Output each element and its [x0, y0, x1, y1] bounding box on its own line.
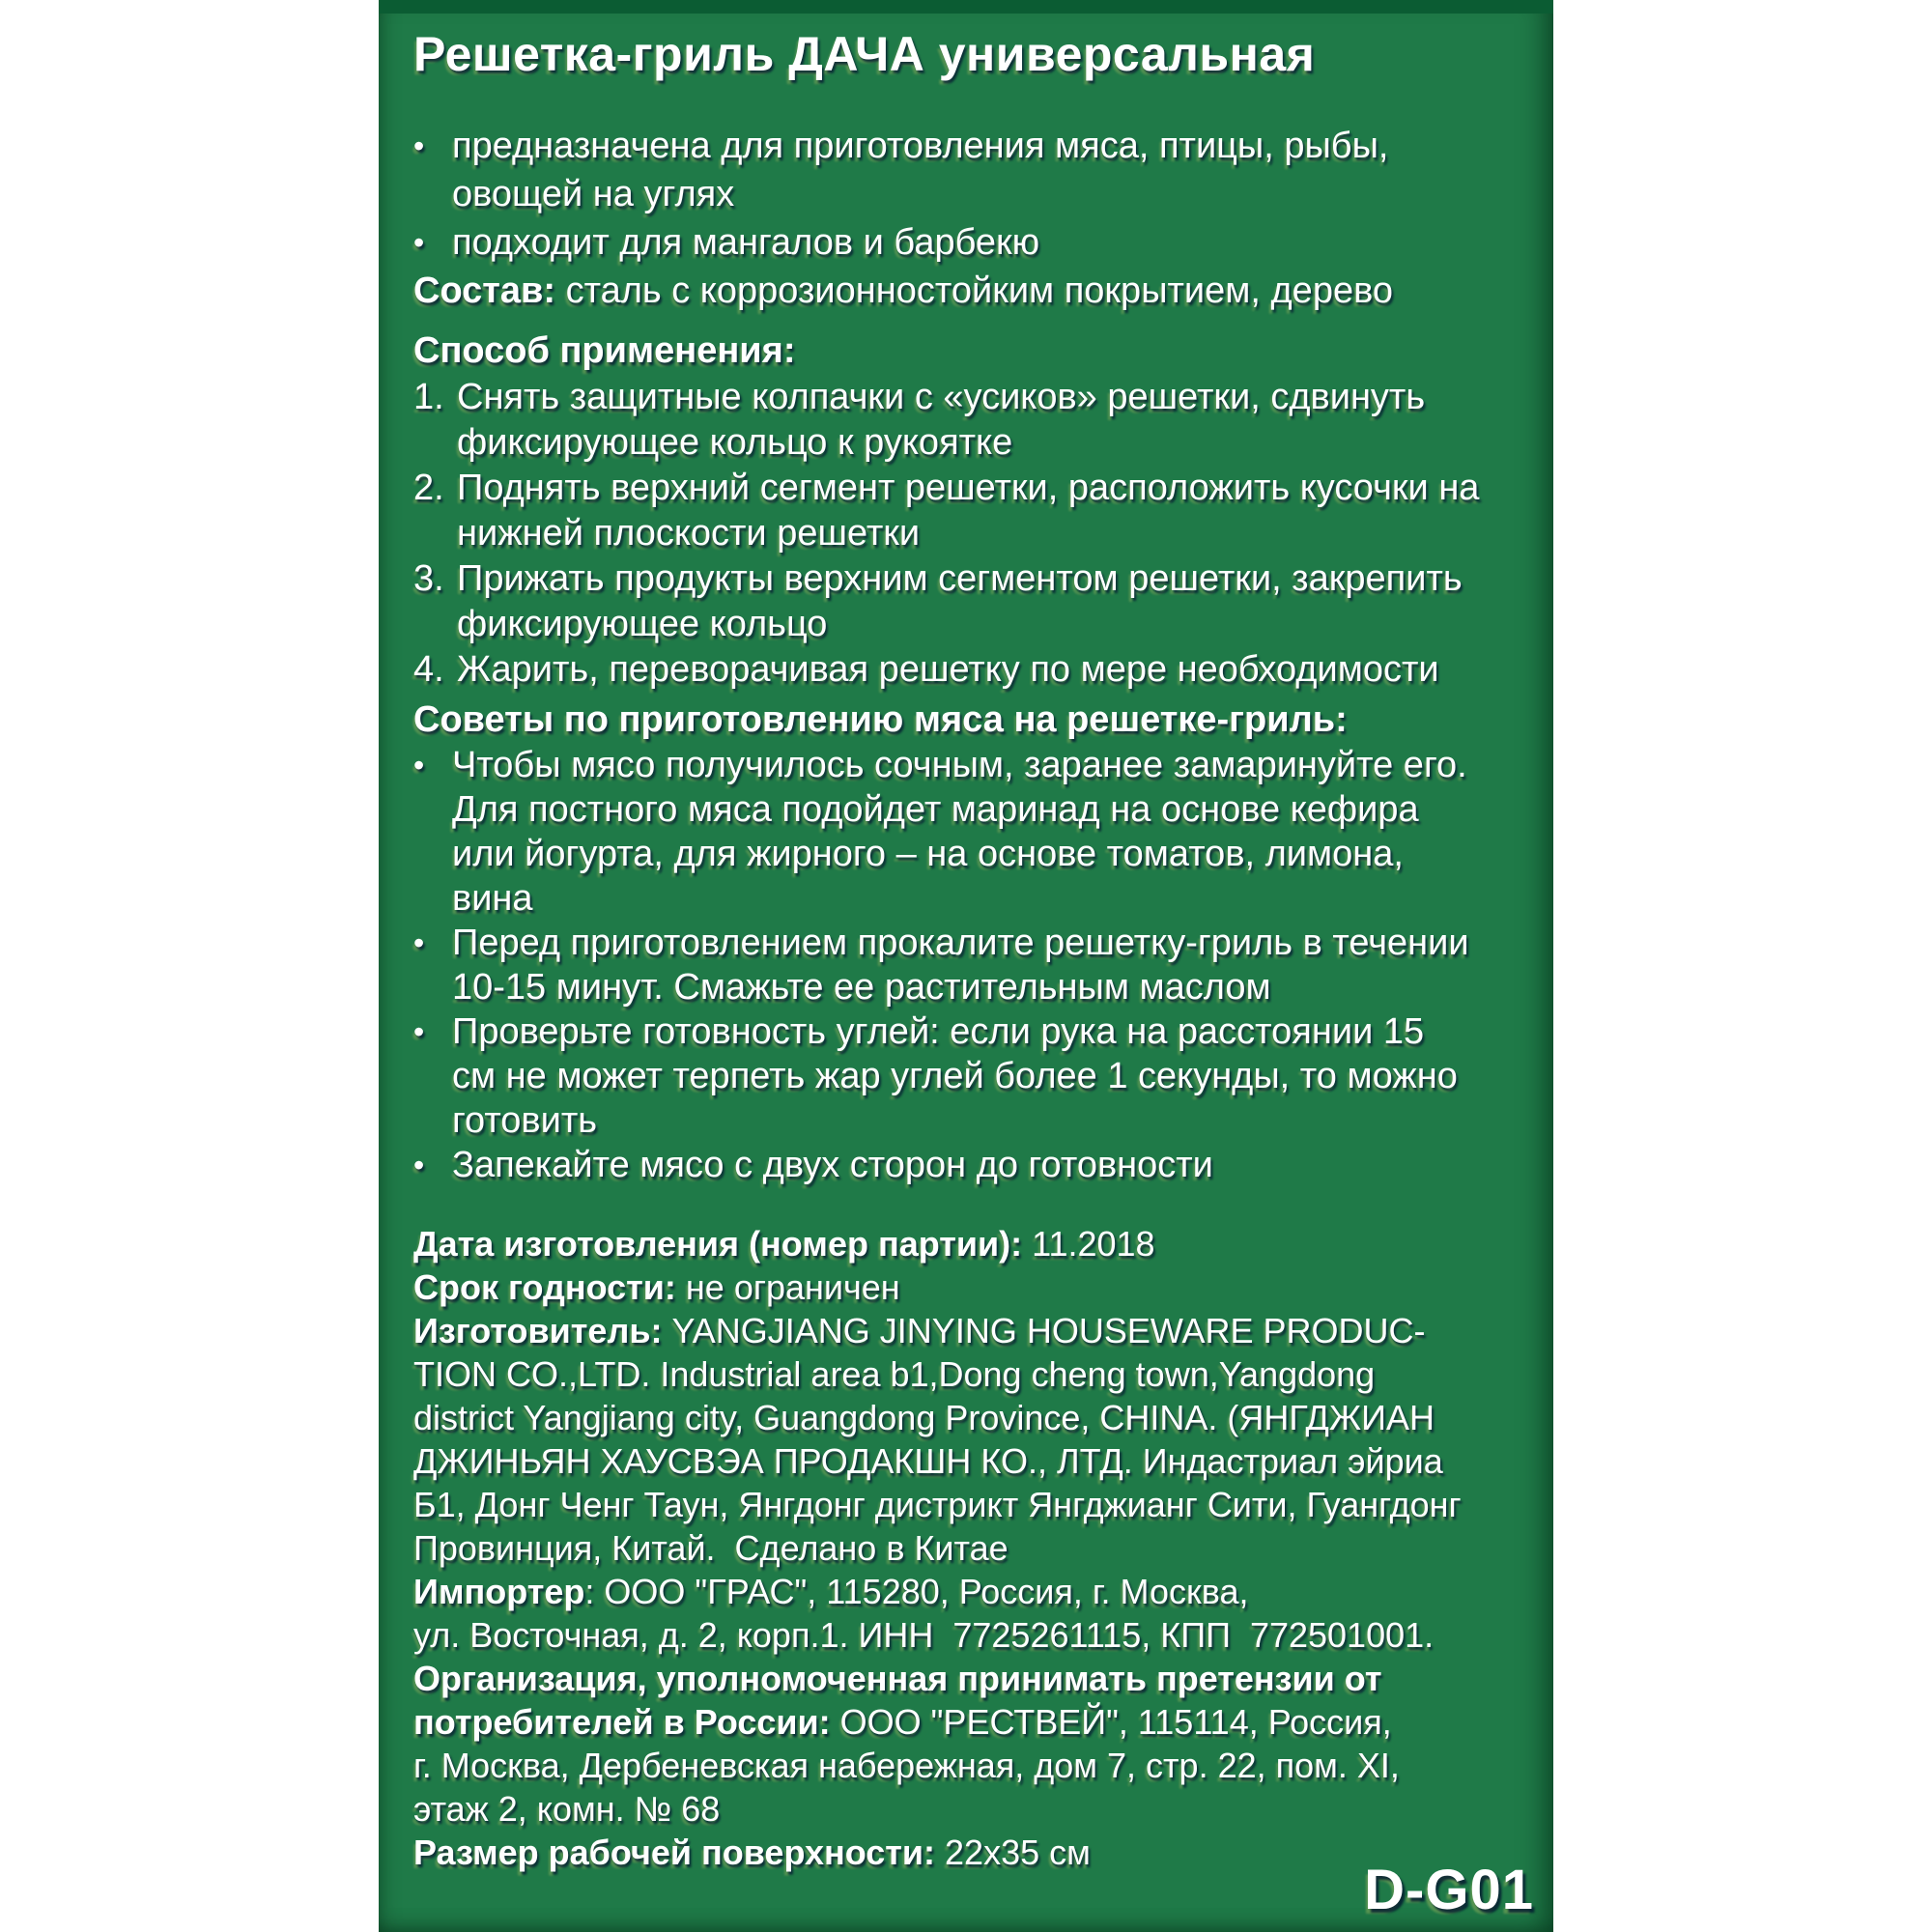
usage-heading: Способ применения:: [413, 330, 796, 371]
manufacture-date-line: [413, 1222, 1507, 1265]
text-line: Проверьте готовность углей: если рука на расстоянии 15: [452, 1011, 1425, 1052]
claims-org-line: Организация, уполномоченная принимать претензии от: [413, 1659, 1382, 1698]
bullet-marker: •: [413, 925, 425, 960]
list-item: [413, 647, 1507, 693]
step-number: 3.: [413, 558, 444, 599]
text-line: фиксирующее кольцо: [457, 604, 828, 644]
text-line: см не может терпеть жар углей более 1 секунды, то можно: [452, 1056, 1458, 1096]
text-line: district Yangjiang city, Guangdong Province, CHINA. (ЯНГДЖИАН: [413, 1398, 1435, 1437]
usage-steps-list: [413, 375, 1507, 693]
text-line: TION CO.,LTD. Industrial area b1,Dong cheng town,Yangdong: [413, 1354, 1376, 1394]
step-number: 1.: [413, 377, 444, 417]
shelf-life-label: Срок годности:: [413, 1267, 676, 1307]
text-line: или йогурта, для жирного – на основе томатов, лимона,: [452, 834, 1404, 874]
bullet-marker: •: [413, 1148, 425, 1182]
list-item: [413, 921, 1507, 1009]
list-item-text: [457, 556, 1507, 647]
bullet-marker: •: [413, 748, 425, 782]
composition-text: сталь с коррозионностойким покрытием, дерево: [555, 270, 1393, 311]
text-line: нижней плоскости решетки: [457, 513, 921, 554]
importer-text: : ООО "ГРАС", 115280, Россия, г. Москва,: [584, 1572, 1249, 1611]
list-item-text: [452, 921, 1507, 1009]
manufacturer-line: [413, 1309, 1507, 1352]
product-title: Решетка-гриль ДАЧА универсальная: [413, 27, 1316, 81]
list-item: [413, 375, 1507, 466]
text-line: предназначена для приготовления мяса, птицы, рыбы,: [452, 126, 1389, 166]
list-item-text: [452, 218, 1507, 267]
list-item: [413, 556, 1507, 647]
composition-line: [413, 267, 1507, 315]
importer-label: Импортер: [413, 1572, 585, 1611]
text-line: Снять защитные колпачки с «усиков» решетки, сдвинуть: [457, 377, 1426, 417]
list-item: [413, 1009, 1507, 1143]
list-item-text: [457, 375, 1507, 466]
composition-label: Состав:: [413, 270, 556, 311]
text-line: вина: [452, 878, 533, 919]
bullet-marker: •: [413, 1014, 425, 1049]
surface-size-value: 22х35 см: [935, 1833, 1091, 1872]
surface-size-label: Размер рабочей поверхности:: [413, 1833, 936, 1872]
text-line: этаж 2, комн. № 68: [413, 1789, 721, 1829]
surface-size-line: [413, 1831, 1507, 1874]
text-line: Чтобы мясо получилось сочным, заранее замаринуйте его.: [452, 745, 1467, 785]
text-line: Запекайте мясо с двух сторон до готовности: [452, 1145, 1213, 1185]
info-block: [413, 1222, 1507, 1874]
manufacturer-label: Изготовитель:: [413, 1311, 663, 1350]
text-line: Поднять верхний сегмент решетки, расположить кусочки на: [457, 468, 1480, 508]
manufacture-date-label: Дата изготовления (номер партии):: [413, 1224, 1023, 1264]
text-line: Провинция, Китай. Сделано в Китае: [413, 1528, 1009, 1568]
text-line: готовить: [452, 1100, 598, 1141]
list-item: [413, 218, 1507, 267]
text-line: фиксирующее кольцо к рукоятке: [457, 422, 1013, 463]
text-line: г. Москва, Дербеневская набережная, дом 7, стр. 22, пом. XI,: [413, 1746, 1400, 1785]
text-line: Жарить, переворачивая решетку по мере необходимости: [457, 649, 1439, 690]
tips-bullet-list: [413, 743, 1507, 1187]
text-line: Для постного мяса подойдет маринад на основе кефира: [452, 789, 1419, 830]
list-item: [413, 743, 1507, 921]
model-code: D-G01: [1364, 1859, 1534, 1921]
list-item-text: [452, 1009, 1507, 1143]
list-item-text: [452, 122, 1507, 218]
step-number: 2.: [413, 468, 444, 508]
label-panel: [379, 0, 1553, 1932]
text-line: подходит для мангалов и барбекю: [452, 222, 1040, 263]
text-line: Б1, Донг Ченг Таун, Янгдонг дистрикт Янгджианг Сити, Гуангдонг: [413, 1485, 1462, 1524]
text-line: ДЖИНЬЯН ХАУСВЭА ПРОДАКШН КО., ЛТД. Индастриал эйриа: [413, 1441, 1443, 1481]
tips-heading: Советы по приготовлению мяса на решетке-гриль:: [413, 699, 1348, 740]
shelf-life-line: [413, 1265, 1507, 1309]
step-number: 4.: [413, 649, 444, 690]
claims-org-line: [413, 1700, 1507, 1744]
list-item-text: [452, 1143, 1507, 1187]
claims-org-label: потребителей в России:: [413, 1702, 831, 1742]
text-line: ул. Восточная, д. 2, корп.1. ИНН 7725261115, КПП 772501001.: [413, 1615, 1435, 1655]
label-content: [379, 0, 1553, 1932]
claims-org-text: ООО "РЕСТВЕЙ", 115114, Россия,: [830, 1702, 1392, 1742]
importer-line: [413, 1570, 1507, 1613]
text-line: Перед приготовлением прокалите решетку-гриль в течении: [452, 923, 1469, 963]
list-item: [413, 1143, 1507, 1187]
text-line: овощей на углях: [452, 174, 735, 214]
manufacturer-text: YANGJIANG JINYING HOUSEWARE PRODUC-: [662, 1311, 1426, 1350]
list-item-text: [452, 743, 1507, 921]
intro-bullet-list: [413, 122, 1507, 267]
list-item-text: [457, 466, 1507, 556]
list-item-text: [457, 647, 1507, 693]
bullet-marker: •: [413, 128, 425, 163]
shelf-life-value: не ограничен: [675, 1267, 900, 1307]
manufacture-date-value: 11.2018: [1022, 1224, 1155, 1264]
list-item: [413, 122, 1507, 218]
bullet-marker: •: [413, 225, 425, 260]
list-item: [413, 466, 1507, 556]
text-line: Прижать продукты верхним сегментом решетки, закрепить: [457, 558, 1463, 599]
text-line: 10-15 минут. Смажьте ее растительным маслом: [452, 967, 1271, 1008]
